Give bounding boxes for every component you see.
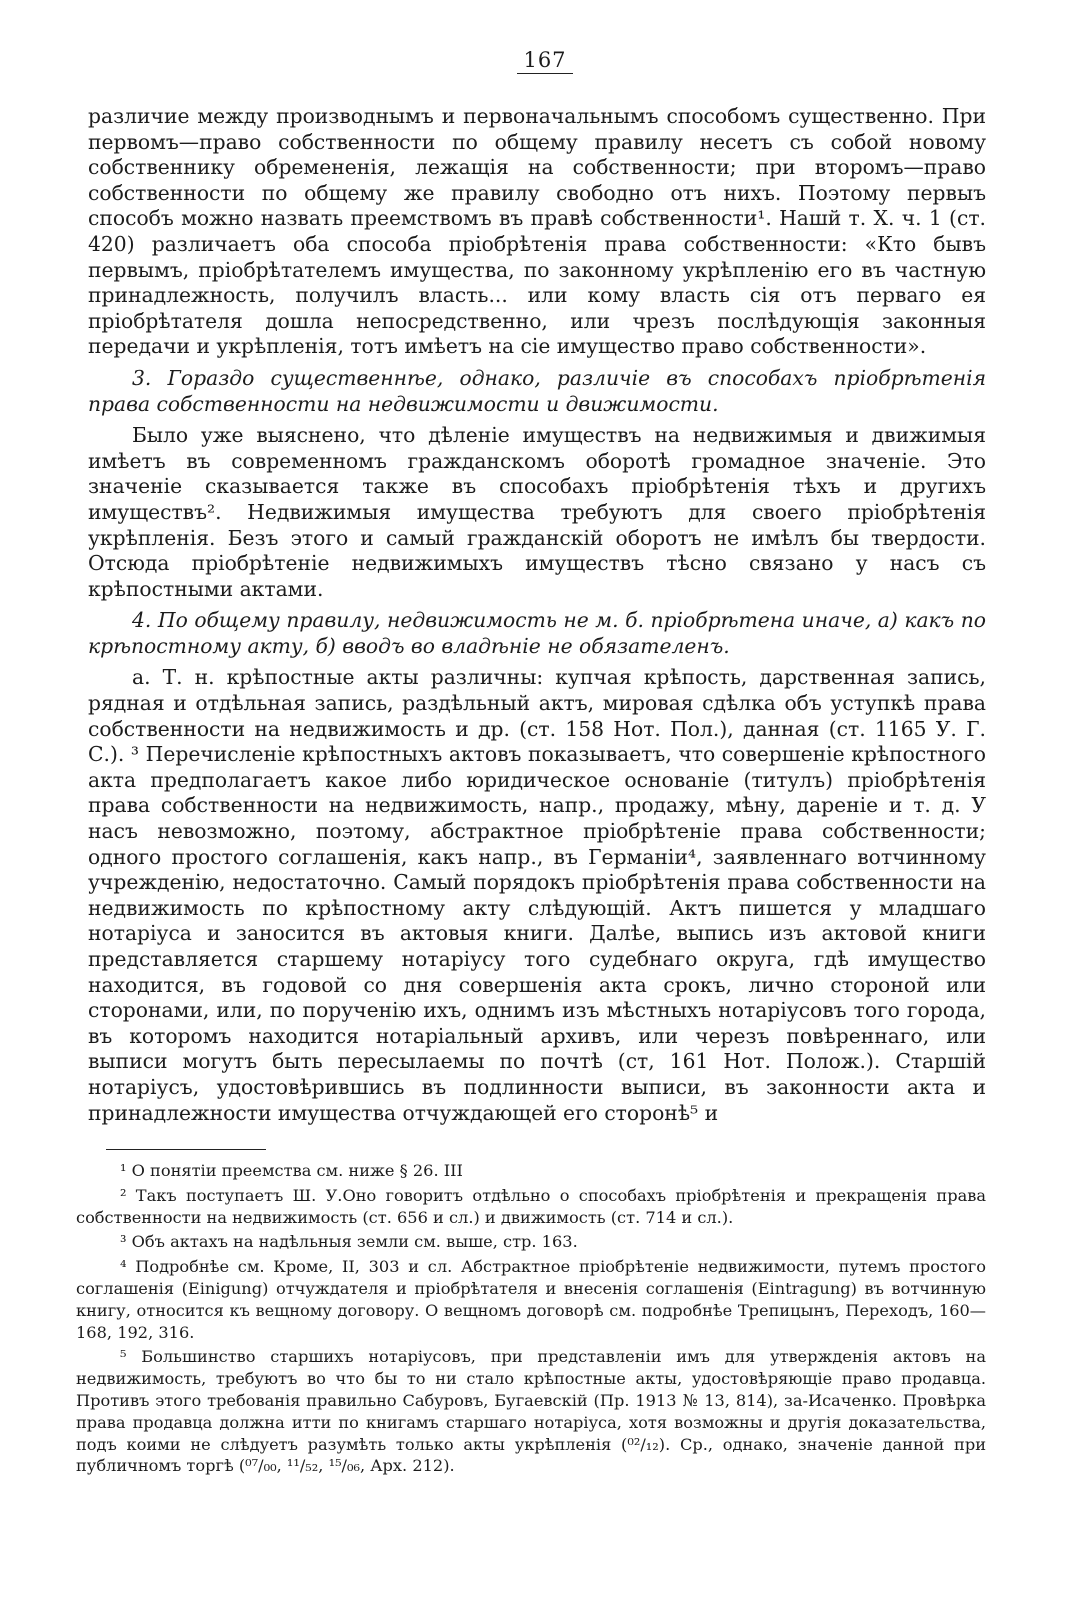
paragraph-3: а. Т. н. крѣпостные акты различны: купчая крѣпость, дарственная запись, рядная и отдѣльная запись, раздѣльный актъ, мировая сдѣлка объ уступкѣ права собственности на недвижимость и др. (ст. 158 Нот. Пол.), данная (ст. 1165 У. Г. С.). ³ Перечисленіе крѣпостныхъ актовъ показываетъ, что совершеніе крѣпостного акта предполагаетъ какое либо юридическое основаніе (титулъ) пріобрѣтенія права собственности на недвижимость, напр., продажу, мѣну, дареніе и т. д. У насъ невозможно, поэтому, абстрактное пріобрѣтеніе права собственности; одного простого соглашенія, какъ напр., въ Германіи⁴, заявленнаго вотчинному учрежденію, недостаточно. Самый порядокъ пріобрѣтенія права собственности на недвижимость по крѣпостному акту слѣдующій. Актъ пишется у младшаго нотаріуса и заносится въ актовыя книги. Далѣе, выпись изъ актовой книги представляется старшему нотаріусу того судебнаго округа, гдѣ имущество находится, въ годовой со дня совершенія акта срокъ, лично стороной или сторонами, или, по порученію ихъ, однимъ изъ мѣстныхъ нотаріусовъ того города, въ которомъ находится нотаріальный архивъ, или черезъ повѣреннаго, или выписи могутъ быть пересылаемы по почтѣ (ст, 161 Нот. Полож.). Старшій нотаріусъ, удостовѣрившись въ подлинности выписи, въ законности акта и принадлежности имущества отчуждающей его сторонѣ⁵ и [88, 665, 986, 1125]
footnote-4: ⁴ Подробнѣе см. Кроме, II, 303 и сл. Абстрактное пріобрѣтеніе недвижимости, путемъ простого соглашенія (Einigung) отчуждателя и пріобрѣтателя и внесенія соглашенія (Eintragung) въ вотчинную книгу, относится къ вещному договору. О вещномъ договорѣ см. подробнѣе Трепицынъ, Переходъ, 160—168, 192, 316. [76, 1257, 986, 1342]
section-heading-4: 4. По общему правилу, недвижимость не м. б. пріобрѣтена иначе, а) какъ по крѣпостному акту, б) вводъ во владѣніе не обязателенъ. [88, 608, 986, 658]
main-text [88, 104, 986, 1126]
page-number: 167 [0, 48, 1090, 74]
footnote-1: ¹ О понятіи преемства см. ниже § 26. III [120, 1161, 463, 1180]
footnote-3: ³ Объ актахъ на надѣльныя земли см. выше, стр. 163. [120, 1232, 578, 1252]
paragraph-2: Было уже выяснено, что дѣленіе имуществъ на недвижимыя и движимыя имѣетъ въ современномъ гражданскомъ оборотѣ громадное значеніе. Это значеніе сказывается также въ способахъ пріобрѣтенія тѣхъ и другихъ имуществъ². Недвижимыя имущества требуютъ для своего пріобрѣтенія укрѣпленія. Безъ этого и самый гражданскій оборотъ не имѣлъ бы твердости. Отсюда пріобрѣтеніе недвижимыхъ имуществъ тѣсно связано у насъ съ крѣпостными актами. [88, 423, 986, 601]
paragraph-1: различие между производнымъ и первоначальнымъ способомъ существенно. При первомъ—право собственности по общему правилу несетъ съ собой новому собственнику обремененія, лежащія на собственности; при второмъ—право собственности по общему же правилу свободно отъ нихъ. Поэтому первыъ способъ можно назвать преемствомъ въ правѣ собственности¹. Нашй т. X. ч. 1 (ст. 420) различаетъ оба способа пріобрѣтенія права собственности: «Кто бывъ первымъ, пріобрѣтателемъ имущества, по законному укрѣпленію его въ частную принадлежность, получилъ власть... или кому власть сія отъ перваго ея пріобрѣтателя дошла непосредственно, или чрезъ послѣдующія законныя передачи и укрѣпленія, тотъ имѣетъ на сіе имущество право собственности». [88, 104, 986, 359]
footnote-2: ² Такъ поступаетъ Ш. У.Оно говоритъ отдѣльно о способахъ пріобрѣтенія и прекращенія права собственности на недвижимость (ст. 656 и сл.) и движимость (ст. 714 и сл.). [76, 1185, 986, 1227]
footnote-divider [106, 1149, 266, 1150]
footnotes [76, 1160, 986, 1480]
footnote-5: ⁵ Большинство старшихъ нотаріусовъ, при представленіи имъ для утвержденія актовъ на недвижимость, требуютъ во что бы то ни стало крѣпостные акты, удостовѣряющіе право продавца. Противъ этого требованія правильно Сабуровъ, Бугаевскій (Пр. 1913 № 13, 814), за-Исаченко. Провѣрка права продавца должна итти по книгамъ старшаго нотаріуса, хотя возможны и другія доказательства, подъ коими не слѣдуетъ разумѣть только акты укрѣпленія (⁰²/₁₂). Ср., однако, значеніе данной при публичномъ торгѣ (⁰⁷/₀₀, ¹¹/₅₂, ¹⁵/₀₆, Арх. 212). [76, 1347, 986, 1476]
section-heading-3: 3. Гораздо существеннѣе, однако, различіе въ способахъ пріобрѣтенія права собственности на недвижимости и движимости. [88, 365, 986, 416]
